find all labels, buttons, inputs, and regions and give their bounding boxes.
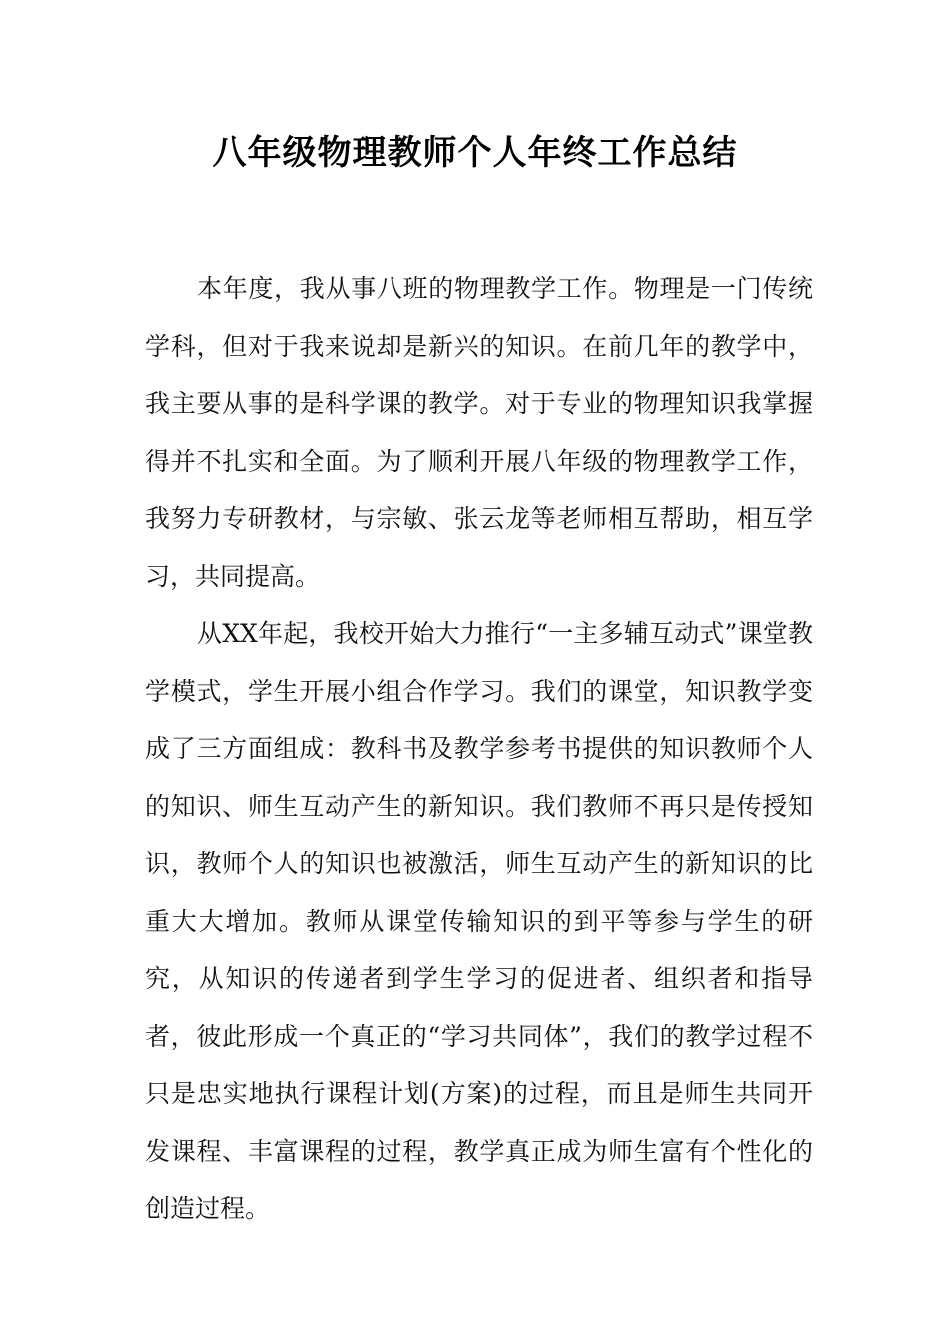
- document-body: [145, 260, 813, 1238]
- document-title: 八年级物理教师个人年终工作总结: [212, 133, 738, 173]
- paragraph-2: 从XX年起，我校开始大力推行“一主多辅互动式”课堂教学模式，学生开展小组合作学习。我们的课堂，知识教学变成了三方面组成：教科书及教学参考书提供的知识教师个人的知识、师生互动产生的新知识。我们教师不再只是传授知识，教师个人的知识也被激活，师生互动产生的新知识的比重大大增加。教师从课堂传输知识的到平等参与学生的研究，从知识的传递者到学生学习的促进者、组织者和指导者，彼此形成一个真正的“学习共同体”，我们的教学过程不只是忠实地执行课程计划(方案)的过程，而且是师生共同开发课程、丰富课程的过程，教学真正成为师生富有个性化的创造过程。: [145, 619, 813, 1223]
- paragraph-1: 本年度，我从事八班的物理教学工作。物理是一门传统学科，但对于我来说却是新兴的知识。在前几年的教学中，我主要从事的是科学课的教学。对于专业的物理知识我掌握得并不扎实和全面。为了顺利开展八年级的物理教学工作，我努力专研教材，与宗敏、张云龙等老师相互帮助，相互学习，共同提高。: [145, 274, 813, 591]
